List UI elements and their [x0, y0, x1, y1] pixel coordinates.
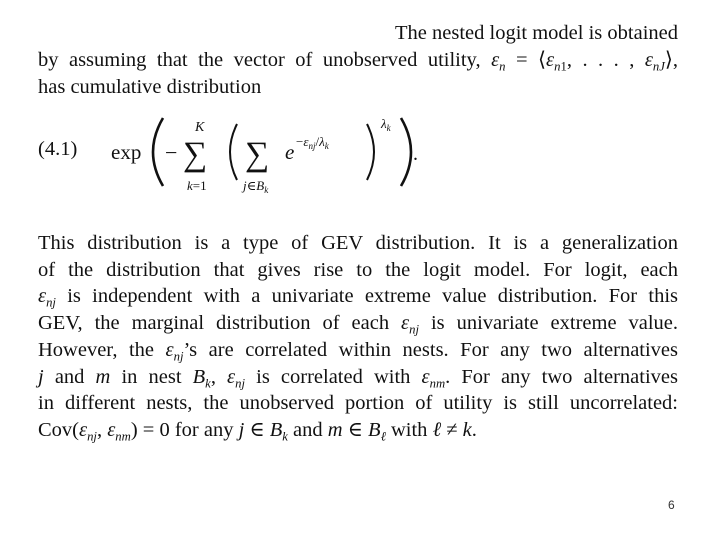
sum-j-sign: ∑ [245, 136, 270, 173]
svg-text:k=1: k=1 [187, 178, 207, 193]
para-line-1: This distribution is a type of GEV distribution. It is a generalization [38, 232, 678, 254]
intro-line-3: has cumulative distribution [38, 76, 262, 98]
equation-label: (4.1) [38, 138, 78, 160]
para-line-6-in-nest: in nest [121, 365, 182, 388]
para-line-8-and: and [293, 418, 323, 441]
para-line-8-with: with [390, 418, 428, 441]
para-line-5-b: ’s are correlated within nests. For any two alternatives [183, 338, 679, 361]
epsilon-vector-math: $\varepsilon_n$ = $⟨\varepsilon_{n1}$, . . . , $\varepsilon_{nJ}⟩$, [491, 49, 679, 74]
para-line-5: However, the $\varepsilon_{nj}’s$ are correlated within nests. For any two alternatives [38, 338, 679, 364]
svg-text:e: e [285, 140, 295, 164]
inner-right-paren [367, 124, 374, 180]
main-paragraph [38, 230, 678, 444]
para-line-4: GEV, the marginal distribution of each $\varepsilon_{nj}$ is univariate extreme value. [38, 312, 679, 337]
svg-text:−: − [165, 140, 178, 165]
para-line-6-correlated: is correlated with [256, 365, 411, 388]
intro-line-2 [38, 47, 678, 74]
equation-4-1 [38, 110, 438, 200]
svg-text:.: . [413, 143, 418, 165]
intro-line-2-text: by assuming that the vector of unobserved utility, [38, 49, 481, 71]
para-line-4-b: is univariate extreme value. [430, 312, 679, 335]
para-line-4-a: GEV, the marginal distribution of each [38, 312, 390, 335]
page-number: 6 [668, 498, 675, 512]
svg-text:−εnj/λk: $-\varepsilon_{nj}/\lambda_k$ [296, 134, 329, 151]
equation-formula [103, 110, 423, 200]
intro-line-1: The nested logit model is obtained [395, 22, 678, 44]
para-line-3-text: is independent with a univariate extreme value distribution. For this [67, 285, 678, 308]
para-line-8: $Cov(\varepsilon_{nj}$, $\varepsilon_{nm}) = 0$ for any j ∈ $B_k$ and m ∈ $B_\ell$ with ℓ ≠ k. [38, 418, 477, 444]
para-line-2: of the distribution that gives rise to the logit model. For logit, each [38, 258, 678, 281]
para-line-8-for-any: for any [174, 418, 234, 441]
exp-function: exp [111, 140, 142, 164]
big-left-paren [153, 118, 163, 186]
intro-paragraph [38, 20, 678, 101]
svg-text:K: K [195, 120, 205, 135]
sum-k-sign: ∑ [183, 136, 208, 173]
big-right-paren [401, 118, 411, 186]
para-line-5-a: However, the [38, 338, 154, 361]
inner-left-paren [230, 124, 237, 180]
para-line-6-b: . For any two alternatives [445, 365, 678, 388]
para-line-6-and: and [54, 365, 85, 388]
para-line-3: $\varepsilon_{nj}$ is independent with a univariate extreme value distribution. For this [38, 285, 678, 310]
para-line-7: in different nests, the unobserved portion of utility is still uncorrelated: [38, 392, 678, 415]
svg-text:λk: $\lambda_k$ [381, 116, 391, 133]
para-line-6: j and m in nest $B_k$, $\varepsilon_{nj}$ is correlated with $\varepsilon_{nm}$. For any two alternatives [38, 365, 678, 390]
svg-text:j∈Bk: $j\in B_k$ [243, 178, 269, 195]
